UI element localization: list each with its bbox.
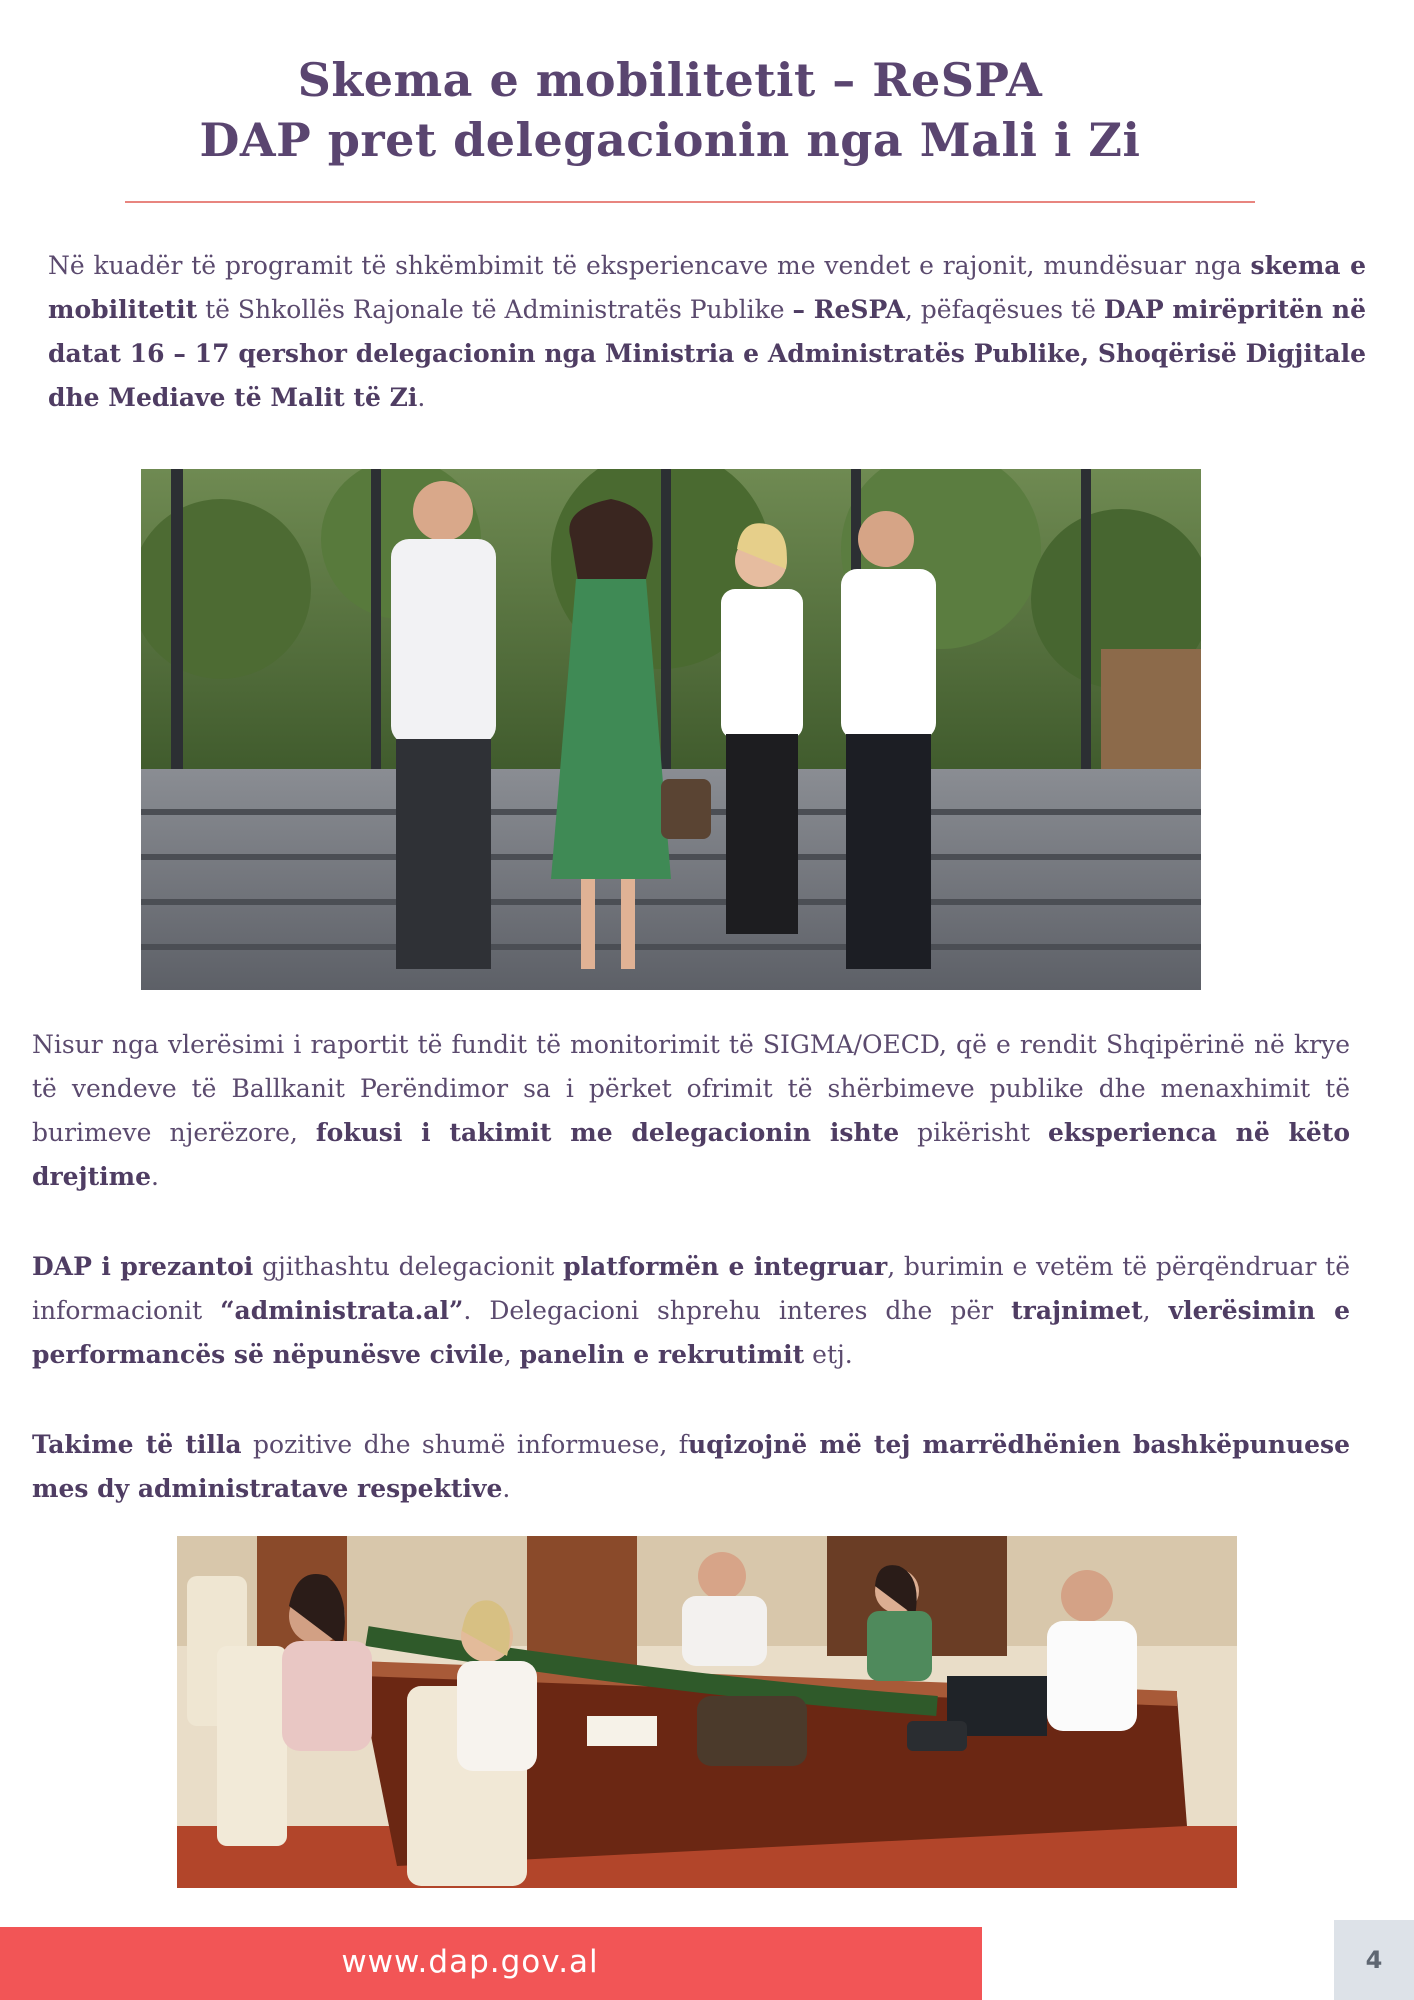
bold-run: eksperienca në këto drejtime bbox=[32, 1118, 1350, 1191]
text-run: . Delegacioni shprehu interes dhe për bbox=[463, 1296, 1012, 1325]
closing-paragraph bbox=[32, 1423, 1350, 1511]
bold-run: fokusi i takimit me delegacionin ishte bbox=[315, 1118, 900, 1147]
intro-paragraph bbox=[48, 244, 1366, 420]
bold-run: DAP mirëpritën në datat 16 – 17 qershor delegacionin nga Ministria e Administratës Publike, Shoqërisë Digjitale dhe Mediave të Malit të Zi bbox=[48, 295, 1367, 412]
bold-run: – ReSPA bbox=[792, 295, 905, 324]
text-run: të Shkollës Rajonale të Administratës Publike bbox=[197, 295, 793, 324]
title-line-1: Skema e mobilitetit – ReSPA bbox=[297, 53, 1043, 107]
text-run: , bbox=[1142, 1296, 1169, 1325]
bold-run: platformën e integruar bbox=[563, 1252, 888, 1281]
text-run: , pëfaqësues të bbox=[904, 295, 1104, 324]
text-run: Në kuadër të programit të shkëmbimit të eksperiencave me vendet e rajonit, mundësuar nga bbox=[48, 251, 1251, 280]
bold-run: uqizojnë më tej marrëdhënien bashkëpunuese mes dy administratave respektive bbox=[32, 1430, 1350, 1503]
platform-paragraph bbox=[32, 1245, 1350, 1377]
bold-run: DAP i prezantoi bbox=[32, 1252, 254, 1281]
bold-run: Takime të tilla bbox=[32, 1430, 242, 1459]
sigma-paragraph bbox=[32, 1023, 1350, 1199]
text-run: , burimin e vetëm të përqëndruar të informacionit bbox=[32, 1252, 1350, 1325]
bold-run: vlerësimin e performancës së nëpunësve civile bbox=[32, 1296, 1350, 1369]
text-run: , bbox=[503, 1340, 520, 1369]
bold-run: panelin e rekrutimit bbox=[519, 1340, 805, 1369]
text-run: etj. bbox=[804, 1340, 853, 1369]
text-run: pozitive dhe shumë informuese, f bbox=[241, 1430, 689, 1459]
bold-run: skema e mobilitetit bbox=[48, 251, 1366, 324]
title-divider bbox=[125, 201, 1255, 203]
delegation-group-photo bbox=[141, 469, 1201, 990]
page-number: 4 bbox=[1365, 1946, 1383, 1974]
text-run: . bbox=[502, 1474, 511, 1503]
text-run: . bbox=[151, 1162, 159, 1191]
footer-website-link[interactable]: www.dap.gov.al bbox=[341, 1944, 599, 1980]
text-run: . bbox=[417, 383, 426, 412]
text-run: Nisur nga vlerësimi i raportit të fundit të monitorimit të SIGMA/OECD, që e rendit Shqipërinë në krye të vendeve të Ballkanit Perëndimor sa i përket ofrimit të shërbimeve publike dhe menaxhimit të burimeve njerëzore, bbox=[32, 1030, 1350, 1147]
bold-run: “administrata.al” bbox=[220, 1296, 464, 1325]
meeting-room-photo bbox=[177, 1536, 1237, 1888]
text-run: gjithashtu delegacionit bbox=[253, 1252, 564, 1281]
title-line-2: DAP pret delegacionin nga Mali i Zi bbox=[199, 113, 1141, 167]
bold-run: trajnimet bbox=[1011, 1296, 1143, 1325]
page-title bbox=[0, 50, 1340, 170]
text-run: pikërisht bbox=[899, 1118, 1049, 1147]
